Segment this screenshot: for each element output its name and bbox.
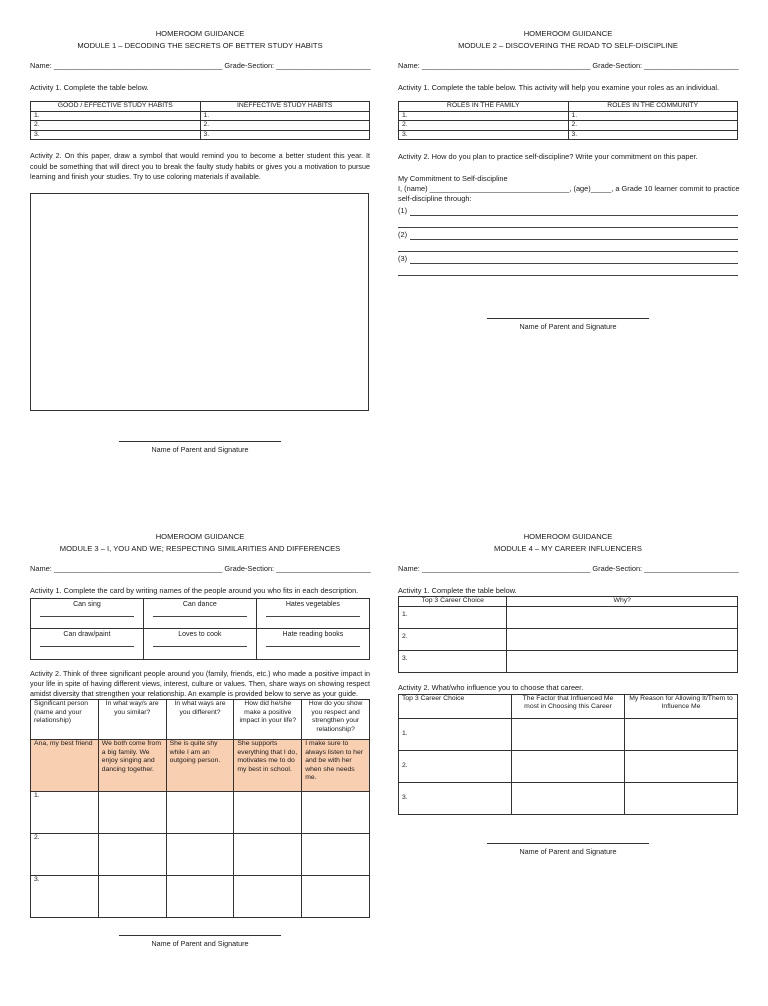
example-row — [31, 740, 370, 792]
table-header: How do you show you respect and strengthen your relationship? — [302, 700, 370, 740]
table-cell[interactable]: 2. — [31, 834, 99, 876]
module-2-title: HOMEROOM GUIDANCE — [523, 29, 613, 38]
table-cell[interactable]: 3. — [31, 876, 99, 918]
writing-line[interactable] — [398, 240, 738, 252]
writing-line[interactable] — [398, 216, 738, 228]
module-3-title: HOMEROOM GUIDANCE — [155, 532, 245, 541]
table-cell[interactable]: 2. — [200, 121, 370, 131]
table-header: In what ways are you different? — [166, 700, 234, 740]
module-4-activity-2: Activity 2. What/who influence you to choose that career. — [398, 682, 584, 692]
table-cell[interactable] — [98, 876, 166, 918]
table-cell: We both come from a big family. We enjoy singing and dancing together. — [98, 740, 166, 792]
table-header: My Reason for Allowing It/Them to Influence Me — [625, 694, 738, 718]
commitment-item[interactable] — [398, 204, 738, 216]
module-3-subtitle: MODULE 3 – I, YOU AND WE; RESPECTING SIMILARITIES AND DIFFERENCES — [59, 544, 341, 553]
module-2-commitment-items — [398, 204, 738, 276]
module-2-name-line[interactable]: Name: _________________________________________ Grade-Section: _______________________ — [398, 61, 739, 70]
card-cell[interactable] — [143, 599, 256, 629]
table-cell[interactable] — [507, 650, 738, 672]
card-cell-label: Can sing — [73, 601, 101, 608]
table-cell[interactable] — [507, 628, 738, 650]
module-2-commitment-line-1[interactable]: I, (name) __________________________________, (age)_____, a Grade 10 learner commit to practice — [398, 184, 740, 193]
module-1-study-habits-table — [30, 101, 370, 140]
module-1-section — [30, 28, 370, 454]
table-cell[interactable] — [625, 718, 738, 750]
table-header: Top 3 Career Choice — [399, 694, 512, 718]
writing-line[interactable] — [40, 616, 134, 617]
writing-line[interactable] — [153, 646, 247, 647]
module-4-activity-1: Activity 1. Complete the table below. — [398, 586, 517, 595]
table-cell[interactable] — [625, 782, 738, 814]
module-2-activity-1: Activity 1. Complete the table below. This activity will help you examine your roles as an individual. — [398, 83, 720, 92]
commitment-item[interactable] — [398, 252, 738, 264]
table-cell[interactable]: 3. — [399, 130, 569, 140]
table-cell[interactable] — [302, 834, 370, 876]
table-cell[interactable]: 2. — [399, 750, 512, 782]
table-cell: Ana, my best friend — [31, 740, 99, 792]
commitment-item[interactable] — [398, 228, 738, 240]
module-1-activity-1: Activity 1. Complete the table below. — [30, 83, 149, 92]
table-header: Significant person (name and your relationship) — [31, 700, 99, 740]
module-1-title: HOMEROOM GUIDANCE — [155, 29, 245, 38]
table-header: Top 3 Career Choice — [399, 597, 507, 607]
table-cell[interactable] — [98, 792, 166, 834]
table-cell[interactable] — [166, 876, 234, 918]
module-1-drawing-box[interactable] — [30, 193, 369, 411]
table-header: The Factor that Influenced Me most in Choosing this Career — [512, 694, 625, 718]
table-cell[interactable]: 1. — [399, 111, 569, 121]
table-header: INEFFECTIVE STUDY HABITS — [200, 102, 370, 112]
card-cell-label: Hates vegetables — [285, 601, 340, 608]
card-cell-label: Loves to cook — [178, 631, 222, 638]
table-cell[interactable] — [507, 606, 738, 628]
card-cell[interactable] — [256, 629, 369, 660]
module-1-name-line[interactable]: Name: _________________________________________ Grade-Section: _______________________ — [30, 61, 371, 70]
module-3-respect-table — [30, 699, 370, 918]
module-1-activity-2: Activity 2. On this paper, draw a symbol that would remind you to become a better student this year. It could be something that will direct you to break the faulty study habits or gives you a motivation to pursue learning and finish your studies. Try to use coloring materials if available. — [30, 151, 370, 181]
commitment-item-label: (1) — [398, 206, 408, 215]
table-row — [31, 876, 370, 918]
card-cell-label: Can draw/paint — [63, 631, 111, 638]
card-cell[interactable] — [256, 599, 369, 629]
table-cell[interactable]: 3. — [399, 650, 507, 672]
module-2-subtitle: MODULE 2 – DISCOVERING THE ROAD TO SELF-DISCIPLINE — [458, 41, 678, 50]
table-header: Why? — [507, 597, 738, 607]
table-cell[interactable]: 1. — [200, 111, 370, 121]
table-cell[interactable]: 2. — [568, 121, 738, 131]
module-1-header — [30, 28, 370, 52]
module-2-signature-label: Name of Parent and Signature — [519, 322, 617, 331]
table-cell[interactable]: 2. — [31, 121, 201, 131]
module-2-roles-table — [398, 101, 738, 140]
table-cell[interactable]: 3. — [200, 130, 370, 140]
module-2-commitment-title: My Commitment to Self-discipline — [398, 174, 508, 183]
table-cell[interactable] — [512, 750, 625, 782]
signature-line[interactable] — [119, 935, 281, 936]
module-4-signature-label: Name of Parent and Signature — [519, 846, 617, 856]
module-4-signature-block — [398, 843, 738, 856]
table-cell[interactable]: 3. — [568, 130, 738, 140]
table-header: GOOD / EFFECTIVE STUDY HABITS — [31, 102, 201, 112]
table-header: ROLES IN THE COMMUNITY — [568, 102, 738, 112]
module-3-activity-2: Activity 2. Think of three significant people around you (family, friends, etc.) who made a positive impact in your life in spite of having different views, interest, culture or values. Then, share ways on showing respect amidst diversity that strengthen your relationship. An example is provided below to serve as your guide. — [30, 669, 370, 698]
module-1-subtitle: MODULE 1 – DECODING THE SECRETS OF BETTER STUDY HABITS — [77, 41, 323, 50]
module-4-career-table — [398, 596, 738, 673]
module-1-signature-label: Name of Parent and Signature — [151, 444, 249, 454]
table-header: In what way/s are you similar? — [98, 700, 166, 740]
table-cell[interactable]: 3. — [399, 782, 512, 814]
module-4-title: HOMEROOM GUIDANCE — [523, 532, 613, 541]
table-header: How did he/she make a positive impact in your life? — [234, 700, 302, 740]
module-3-activity-1: Activity 1. Complete the card by writing names of the people around you who fits in each description. — [30, 586, 359, 595]
module-1-signature-block — [30, 441, 370, 454]
writing-line[interactable] — [40, 646, 134, 647]
table-cell[interactable]: 1. — [399, 606, 507, 628]
table-cell: I make sure to always listen to her and be with her when she needs me. — [302, 740, 370, 792]
signature-line[interactable] — [487, 843, 649, 844]
writing-line[interactable] — [410, 204, 738, 216]
module-2-commitment-line-2: self-discipline through: — [398, 194, 472, 203]
card-cell[interactable] — [143, 629, 256, 660]
writing-line[interactable] — [266, 616, 360, 617]
table-cell[interactable] — [302, 792, 370, 834]
module-3-people-card — [30, 598, 370, 660]
writing-line[interactable] — [410, 252, 738, 264]
commitment-item-label: (2) — [398, 230, 408, 239]
writing-line[interactable] — [153, 616, 247, 617]
table-cell[interactable] — [512, 718, 625, 750]
table-cell[interactable]: 1. — [31, 792, 99, 834]
table-cell[interactable]: 3. — [31, 130, 201, 140]
module-3-header — [30, 531, 370, 555]
module-3-section — [30, 531, 370, 948]
table-cell[interactable] — [234, 834, 302, 876]
commitment-item-label: (3) — [398, 254, 408, 263]
writing-line[interactable] — [398, 264, 738, 276]
table-cell[interactable]: 1. — [399, 718, 512, 750]
module-4-subtitle: MODULE 4 – MY CAREER INFLUENCERS — [494, 544, 642, 553]
table-cell[interactable] — [166, 834, 234, 876]
signature-line[interactable] — [119, 441, 281, 442]
card-cell[interactable] — [31, 599, 144, 629]
table-cell[interactable] — [234, 792, 302, 834]
writing-line[interactable] — [266, 646, 360, 647]
module-4-influence-table — [398, 694, 738, 815]
module-2-signature-block — [398, 318, 738, 331]
table-header: ROLES IN THE FAMILY — [399, 102, 569, 112]
table-cell[interactable]: 1. — [31, 111, 201, 121]
writing-line[interactable] — [410, 228, 738, 240]
table-cell[interactable] — [166, 792, 234, 834]
card-cell-label: Hate reading books — [282, 631, 344, 638]
table-cell[interactable] — [302, 876, 370, 918]
module-2-header — [398, 28, 738, 52]
module-2-activity-2: Activity 2. How do you plan to practice self-discipline? Write your commitment on this paper. — [398, 152, 698, 161]
table-cell[interactable]: 1. — [568, 111, 738, 121]
table-cell[interactable] — [512, 782, 625, 814]
module-3-signature-block — [30, 935, 370, 948]
card-cell[interactable] — [31, 629, 144, 660]
module-4-name-line[interactable]: Name: _________________________________________ Grade-Section: _______________________ — [398, 564, 739, 573]
module-4-section — [398, 531, 738, 856]
module-2-section — [398, 28, 738, 331]
table-cell[interactable] — [625, 750, 738, 782]
table-cell[interactable] — [234, 876, 302, 918]
module-3-signature-label: Name of Parent and Signature — [151, 939, 249, 948]
module-3-name-line[interactable]: Name: _________________________________________ Grade-Section: _______________________ — [30, 564, 371, 573]
table-cell[interactable]: 2. — [399, 121, 569, 131]
card-cell-label: Can dance — [182, 601, 217, 608]
table-cell: She supports everything that I do, motivates me to do my best in school. — [234, 740, 302, 792]
table-cell[interactable] — [98, 834, 166, 876]
signature-line[interactable] — [487, 318, 649, 319]
table-cell[interactable]: 2. — [399, 628, 507, 650]
table-row — [31, 834, 370, 876]
table-cell: She is quite shy while I am an outgoing person. — [166, 740, 234, 792]
table-row — [31, 792, 370, 834]
module-4-header — [398, 531, 738, 555]
